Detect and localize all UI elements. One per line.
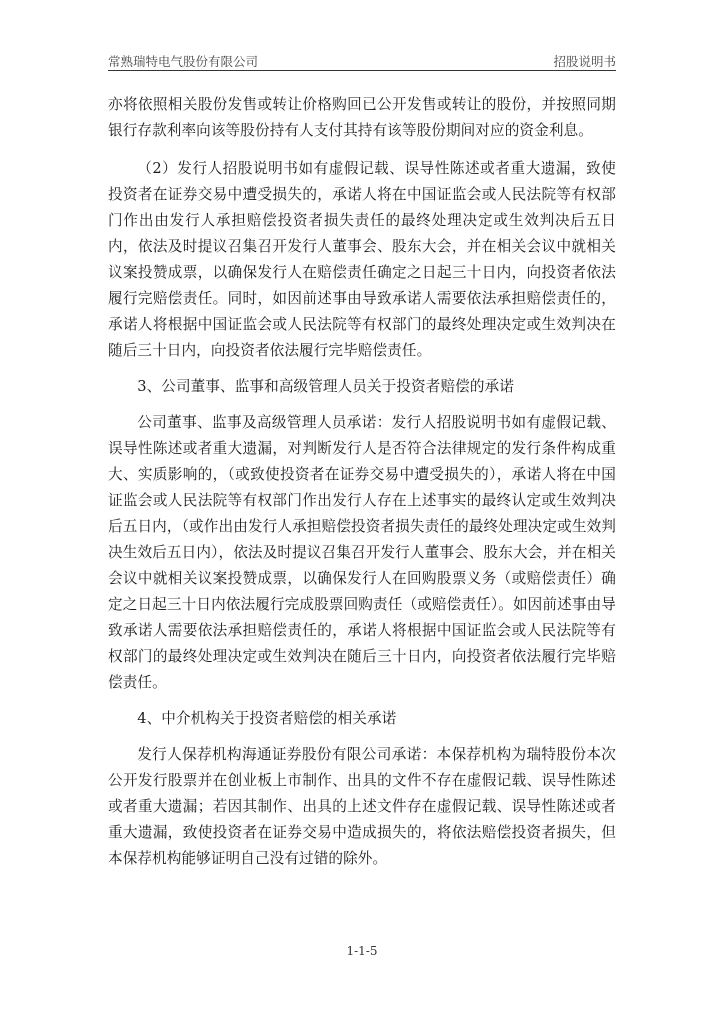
paragraph-issuer-compensation: （2）发行人招股说明书如有虚假记载、误导性陈述或者重大遗漏，致使投资者在证券交易中遭受损失的，承诺人将在中国证监会或人民法院等有权部门作出由发行人承担赔偿投资者损失责任的最终处理决定或生效判决后五日内，依法及时提议召集召开发行人董事会、股东大会，并在相关会议中就相关议案投赞成票，以确保发行人在赔偿责任确定之日起三十日内，向投资者依法履行完赔偿责任。同时，如因前述事由导致承诺人需要依法承担赔偿责任的，承诺人将根据中国证监会或人民法院等有权部门的最终处理决定或生效判决在随后三十日内，向投资者依法履行完毕赔偿责任。: [108, 160, 616, 359]
header-company-name: 常熟瑞特电气股份有限公司: [108, 54, 259, 69]
section-heading-4: 4、中介机构关于投资者赔偿的相关承诺: [137, 710, 397, 727]
paragraph-directors-commitment: 公司董事、监事及高级管理人员承诺：发行人招股说明书如有虚假记载、误导性陈述或者重大遗漏，对判断发行人是否符合法律规定的发行条件构成重大、实质影响的，（或致使投资者在证券交易中遭受损失的），承诺人将在中国证监会或人民法院等有权部门作出发行人存在上述事实的最终认定或生效判决后五日内，（或作出由发行人承担赔偿投资者损失责任的最终处理决定或生效判决生效后五日内），依法及时提议召集召开发行人董事会、股东大会，并在相关会议中就相关议案投赞成票，以确保发行人在回购股票义务（或赔偿责任）确定之日起三十日内依法履行完成股票回购责任（或赔偿责任）。如因前述事由导致承诺人需要依法承担赔偿责任的，承诺人将根据中国证监会或人民法院等有权部门的最终处理决定或生效判决在随后三十日内，向投资者依法履行完毕赔偿责任。: [108, 414, 616, 691]
section-heading-3: 3、公司董事、监事和高级管理人员关于投资者赔偿的承诺: [137, 378, 514, 395]
page-header: [108, 52, 616, 71]
page-number: 1-1-5: [346, 944, 378, 958]
document-body: [108, 92, 616, 872]
header-document-type: 招股说明书: [553, 54, 616, 69]
paragraph-sponsor-commitment: 发行人保荐机构海通证券股份有限公司承诺：本保荐机构为瑞特股份本次公开发行股票并在创业板上市制作、出具的文件不存在虚假记载、误导性陈述或者重大遗漏；若因其制作、出具的上述文件存在虚假记载、误导性陈述或者重大遗漏，致使投资者在证券交易中造成损失的，将依法赔偿投资者损失，但本保荐机构能够证明自己没有过错的除外。: [108, 746, 616, 867]
paragraph-repurchase-interest: 亦将依照相关股份发售或转让价格购回已公开发售或转让的股份，并按照同期银行存款利率向该等股份持有人支付其持有该等股份期间对应的资金利息。: [108, 96, 616, 139]
